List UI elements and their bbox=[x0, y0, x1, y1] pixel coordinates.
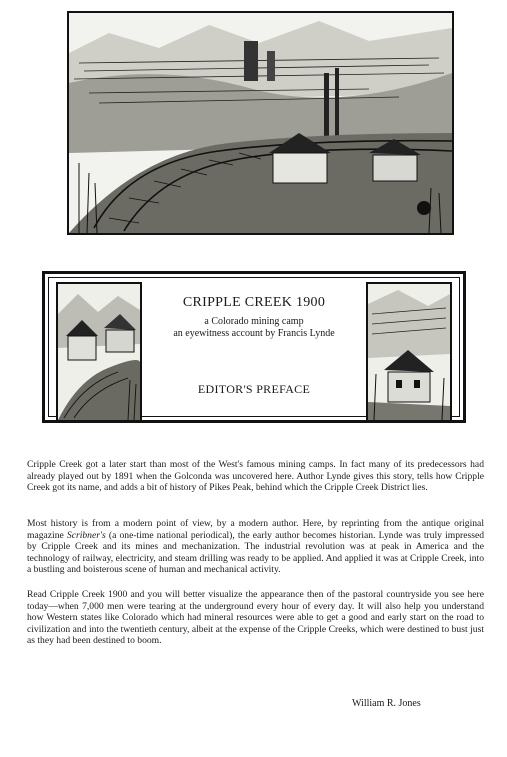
mining-valley-drawing bbox=[69, 13, 452, 233]
title-frame bbox=[42, 271, 466, 423]
editor-signature: William R. Jones bbox=[352, 698, 421, 709]
section-heading: EDITOR'S PREFACE bbox=[197, 382, 311, 396]
right-house-illustration bbox=[366, 282, 452, 422]
book-subtitle: a Colorado mining camp bbox=[204, 316, 304, 327]
left-village-illustration bbox=[56, 282, 142, 422]
book-title: CRIPPLE CREEK 1900 bbox=[182, 295, 326, 310]
right-house-drawing bbox=[368, 284, 450, 420]
preface-paragraph-3: Read Cripple Creek 1900 and you will better visualize the appearance then of the pastoral countryside you see here today—when 7,000 men were tearing at the underground every hour of every day. It will also help you understand how Western states like Colorado which had mineral resources were able to get a good and early start on the road to civilization and into the twentieth century, albeit at the expense of the Cripple Creeks, which were destined to bust just as they had been destined to boom. bbox=[27, 589, 484, 647]
preface-paragraph-2 bbox=[27, 518, 484, 576]
title-frame-inner-border bbox=[48, 277, 460, 417]
magazine-title: Scribner's bbox=[66, 529, 106, 541]
book-author-line: an eyewitness account by Francis Lynde bbox=[173, 328, 335, 339]
paragraph-2-start: Most history is from a modern point of view, by a modern author. Here, by reprinting from the antique original magazine bbox=[27, 518, 484, 541]
preface-paragraph-1: Cripple Creek got a later start than most of the West's famous mining camps. In fact many of its predecessors had already played out by 1891 when the Golconda was uncovered here. Author Lynde gives this story, tells how Cripple Creek got its name, and adds a bit of history of Pikes Peak, behind which the Cripple Creek District lies. bbox=[27, 459, 484, 494]
paragraph-2-end: (a one-time national periodical), the early author becomes historian. Lynde was truly impressed by Cripple Creek and its mines and mechanization. The industrial revolution was at peak in America and the technology of railway, electricity, and steam drilling was ready to be applied. And applied it was at Cripple Creek, into a bustling and boisterous scene of human and mechanical activity. bbox=[27, 529, 484, 576]
left-village-drawing bbox=[58, 284, 140, 420]
mining-valley-illustration bbox=[67, 11, 454, 235]
title-text-block bbox=[145, 278, 363, 416]
